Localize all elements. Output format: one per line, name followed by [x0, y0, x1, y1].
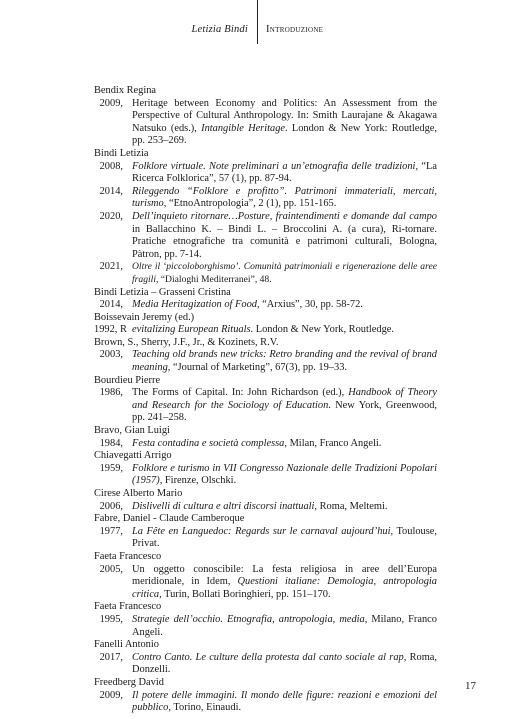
- reference-text: in Ballacchino K. – Bindi L. – Broccolini A. (a cura), Ri-tornare. Pratiche etnografiche tra comunità e patrimoni culturali, Bologna, Pàtron, pp. 7-14.: [132, 223, 437, 260]
- reference-title: Media Heritagization of Food: [132, 299, 257, 311]
- bibliography-entry: [94, 299, 437, 312]
- reference-title: Intangible Heritage: [201, 122, 286, 134]
- bibliography-entry: [94, 501, 437, 514]
- entry-reference: [132, 261, 437, 286]
- entry-reference: [132, 98, 437, 148]
- reference-title: Il potere delle immagini. Il mondo delle figure: reazioni e emozioni del pubblico: [132, 689, 437, 714]
- entry-reference: [132, 463, 437, 488]
- running-header: [0, 0, 510, 46]
- reference-text: . London & New York: Routledge, pp. 253–269.: [132, 122, 438, 147]
- bibliography-author: Brown, S., Sherry, J.F., Jr., & Kozinets, R.V.: [94, 336, 279, 348]
- entry-reference: [132, 324, 437, 337]
- bibliography-entry: [94, 652, 437, 677]
- running-header-section: Introduzione: [266, 24, 324, 35]
- entry-reference: [132, 564, 437, 602]
- entry-year: 2003,: [99, 349, 123, 361]
- page-number: 17: [465, 680, 476, 692]
- entry-reference: [132, 526, 437, 551]
- entry-year: 2008,: [99, 160, 123, 172]
- reference-title: Questioni italiane: Demologia, antropologia critica: [132, 576, 438, 600]
- bibliography-author: Fabre, Daniel - Claude Camberoque: [94, 513, 245, 525]
- reference-text: , Torino, Einaudi.: [168, 702, 242, 714]
- entry-reference: [132, 652, 437, 677]
- bibliography-author: Bourdieu Pierre: [94, 374, 161, 386]
- reference-title: Oltre il ‘piccoloborghismo’. Comunità patrimoniali e rigenerazione delle aree fragili: [132, 261, 437, 285]
- bibliography-author: Bravo, Gian Luigi: [94, 425, 170, 437]
- entry-reference: [132, 387, 437, 425]
- reference-text: Un oggetto conoscibile: La festa religiosa in aree dell’Europa meridionale, in Idem,: [132, 563, 437, 588]
- entry-year: 2017,: [99, 651, 123, 663]
- entry-reference: [132, 438, 437, 451]
- bibliography-entry: [94, 261, 437, 286]
- bibliography-list: [94, 85, 437, 715]
- reference-text: , “EtnoAntropologia”, 2 (1), pp. 151-165.: [163, 198, 337, 210]
- entry-year: 1995,: [99, 613, 123, 625]
- bibliography-entry: [94, 349, 437, 374]
- reference-text: , Roma, Meltemi.: [314, 500, 388, 512]
- reference-text: , “Arxius”, 30, pp. 58-72.: [256, 299, 363, 311]
- bibliography-entry: [94, 186, 437, 211]
- bibliography-author: Freedberg David: [94, 676, 164, 688]
- bibliography-author: Faeta Francesco: [94, 601, 162, 613]
- entry-reference: [132, 186, 437, 211]
- reference-text: , “La Ricerca Folklorica”, 57 (1), pp. 87-94.: [132, 160, 437, 185]
- bibliography-author: Cirese Alberto Mario: [94, 488, 183, 499]
- entry-reference: [132, 501, 437, 514]
- bibliography-author: Faeta Francesco: [94, 550, 162, 562]
- reference-title: Dell’inquieto ritornare…Posture, fraintendimenti e domande dal campo: [132, 210, 437, 222]
- reference-text: , Milan, Franco Angeli.: [284, 437, 382, 449]
- entry-reference: [132, 690, 437, 715]
- reference-text: , “Journal of Marketing”, 67(3), pp. 19–33.: [167, 362, 347, 374]
- bibliography-entry: [94, 564, 437, 602]
- bibliography-entry: [94, 526, 437, 551]
- bibliography-entry: [94, 690, 437, 715]
- running-header-author: Letizia Bindi: [191, 24, 248, 35]
- reference-text: , Toulouse, Privat.: [132, 525, 437, 550]
- reference-title: La Fête en Languedoc: Regards sur le carnaval aujourd’hui: [132, 525, 391, 537]
- reference-title: Folklore e turismo in VII Congresso Nazionale delle Tradizioni Popolari (1957): [132, 462, 437, 487]
- reference-title: Contro Canto. Le culture della protesta dal canto sociale al rap: [132, 651, 404, 663]
- reference-text: . New York, Greenwood, pp. 241–258.: [132, 399, 437, 424]
- bibliography-entry: [94, 463, 437, 488]
- reference-text: , Milano, Franco Angeli.: [132, 613, 437, 638]
- reference-text: , Turin, Bollati Boringhieri, pp. 151–170.: [159, 588, 331, 600]
- entry-reference: [132, 161, 437, 186]
- entry-year: 1977,: [99, 525, 123, 537]
- entry-reference: [132, 349, 437, 374]
- bibliography-entry: [94, 614, 437, 639]
- entry-year: 1992, R: [94, 324, 127, 336]
- reference-title: Teaching old brands new tricks: Retro branding and the revival of brand meaning: [132, 349, 437, 374]
- reference-text: Heritage between Economy and Politics: An Assessment from the Perspective of Cultural Anthropology. In: Smith Laurajane & Akagawa Natsuko (eds.),: [132, 97, 437, 134]
- reference-title: Handbook of Theory and Research for the Sociology of Education: [132, 387, 437, 411]
- reference-text: The Forms of Capital. In: John Richardson (ed.),: [132, 387, 349, 399]
- reference-title: Folklore virtuale. Note preliminari a un’etnografia delle tradizioni: [132, 160, 416, 172]
- bibliography-author: Bindi Letizia: [94, 147, 149, 159]
- entry-reference: [132, 299, 437, 312]
- bibliography-author: Bendix Regina: [94, 85, 157, 96]
- entry-year: 2005,: [99, 563, 123, 575]
- bibliography-author: Chiavegatti Arrigo: [94, 450, 172, 462]
- entry-reference: [132, 614, 437, 639]
- reference-text: , Roma, Donzelli.: [132, 651, 437, 676]
- entry-year: 2014,: [99, 299, 123, 311]
- bibliography-author: Fanelli Antonio: [94, 639, 159, 651]
- reference-text: , “Dialoghi Mediterranei”, 48.: [156, 273, 272, 285]
- bibliography-author: Bindi Letizia – Grasseni Cristina: [94, 286, 231, 298]
- bibliography-entry: [94, 387, 437, 425]
- entry-year: 2006,: [99, 500, 123, 512]
- bibliography-entry: [94, 438, 437, 451]
- reference-title: Festa contadina e società complessa: [132, 437, 285, 449]
- reference-text: . London & New York, Routledge.: [250, 324, 394, 336]
- header-divider: [257, 0, 258, 44]
- entry-year: 2009,: [99, 97, 123, 109]
- reference-title: Rileggendo “Folklore e profitto”. Patrimoni immateriali, mercati, turismo: [132, 185, 437, 210]
- reference-title: evitalizing European Rituals: [132, 324, 251, 336]
- entry-year: 1959,: [99, 462, 123, 474]
- entry-reference: [132, 211, 437, 261]
- entry-year: 1986,: [99, 387, 123, 399]
- reference-text: , Firenze, Olschki.: [159, 475, 237, 487]
- entry-year: 2020,: [99, 210, 123, 222]
- entry-year: 2014,: [99, 185, 123, 197]
- reference-title: Strategie dell’occhio. Etnografia, antropologia, media: [132, 613, 365, 625]
- entry-year: 1984,: [99, 437, 123, 449]
- bibliography-entry: [94, 211, 437, 261]
- reference-title: Dislivelli di cultura e altri discorsi inattuali: [132, 500, 315, 512]
- bibliography-entry: [94, 98, 437, 148]
- bibliography-entry: [94, 161, 437, 186]
- bibliography-author: Boissevain Jeremy (ed.): [94, 311, 195, 323]
- entry-year: 2021,: [99, 261, 123, 273]
- bibliography-entry: [94, 324, 437, 337]
- entry-year: 2009,: [99, 689, 123, 701]
